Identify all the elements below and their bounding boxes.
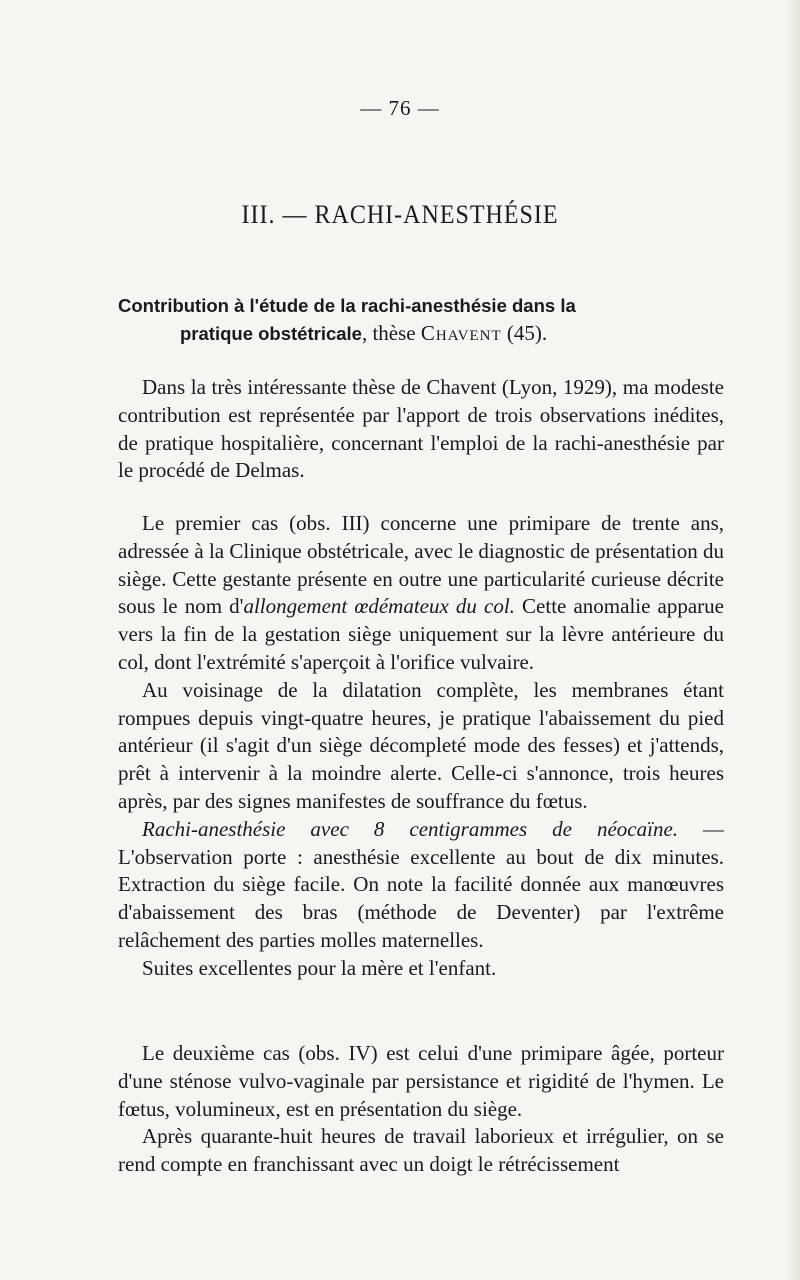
- paragraph-first-case-emphasis: allongement œdémateux du col.: [243, 594, 515, 619]
- paragraph-first-case-pre: Le premier cas (obs. III) concerne une primipare de trente ans, adressée à la Clinique obstétricale, avec le diagnostic de présentation du siège. Cette gestante présente en outre une particularité curieuse décrite sous le nom d': [118, 511, 724, 619]
- heading-bold-line2: pratique obstétricale: [180, 322, 362, 344]
- paragraph-dilatation: Au voisinage de la dilatation complète, les membranes étant rompues depuis vingt-quatre heures, je pratique l'abaissement du pied antérieur (il s'agit d'un siège décompleté mode des fesses) et j'attends, prêt à intervenir à la moindre alerte. Celle-ci s'annonce, trois heures après, par des signes manifestes de souffrance du fœtus.: [118, 677, 724, 813]
- heading-bold-line1: Contribution à l'étude de la rachi-anesthésie dans la: [118, 295, 576, 316]
- first-case-section: [118, 510, 724, 983]
- second-case-section: [118, 1040, 724, 1179]
- heading-author: Chavent: [420, 320, 502, 345]
- article-heading: [118, 292, 724, 348]
- paragraph-first-case: [118, 510, 724, 677]
- paragraph-outcome: Suites excellentes pour la mère et l'enfant.: [142, 955, 497, 980]
- paragraph-anesthesia-post: — L'observation porte : anesthésie excellente au bout de dix minutes. Extraction du siège facile. On note la facilité donnée aux manœuvres d'abaissement des bras (méthode de Deventer) par l'extrême relâchement des parties molles maternelles.: [118, 816, 724, 952]
- paragraph-first-case-post: Cette anomalie apparue vers la fin de la gestation siège uniquement sur la lèvre antérieure du col, dont l'extrémité s'aperçoit à l'orifice vulvaire.: [118, 594, 724, 674]
- page-edge-shadow: [786, 0, 800, 1280]
- intro-section: [118, 374, 724, 485]
- paragraph-anesthesia: [118, 816, 724, 955]
- page-number: — 76 —: [360, 96, 440, 120]
- heading-line2: [118, 320, 724, 348]
- paragraph-labor: Après quarante-huit heures de travail laborieux et irrégulier, on se rend compte en franchissant avec un doigt le rétrécissement: [118, 1124, 724, 1177]
- heading-suffix-pre: , thèse: [361, 320, 421, 345]
- section-title: III. — RACHI-ANESTHÉSIE: [241, 200, 559, 230]
- heading-suffix-post: (45).: [501, 320, 548, 345]
- paragraph-anesthesia-emphasis: Rachi-anesthésie avec 8 centigrammes de néocaïne.: [142, 816, 679, 841]
- paragraph-intro: Dans la très intéressante thèse de Chavent (Lyon, 1929), ma modeste contribution est représentée par l'apport de trois observations inédites, de pratique hospitalière, concernant l'emploi de la rachi-anesthésie par le procédé de Delmas.: [118, 375, 724, 483]
- paragraph-second-case: Le deuxième cas (obs. IV) est celui d'une primipare âgée, porteur d'une sténose vulvo-vaginale par persistance et rigidité de l'hymen. Le fœtus, volumineux, est en présentation du siège.: [118, 1041, 724, 1121]
